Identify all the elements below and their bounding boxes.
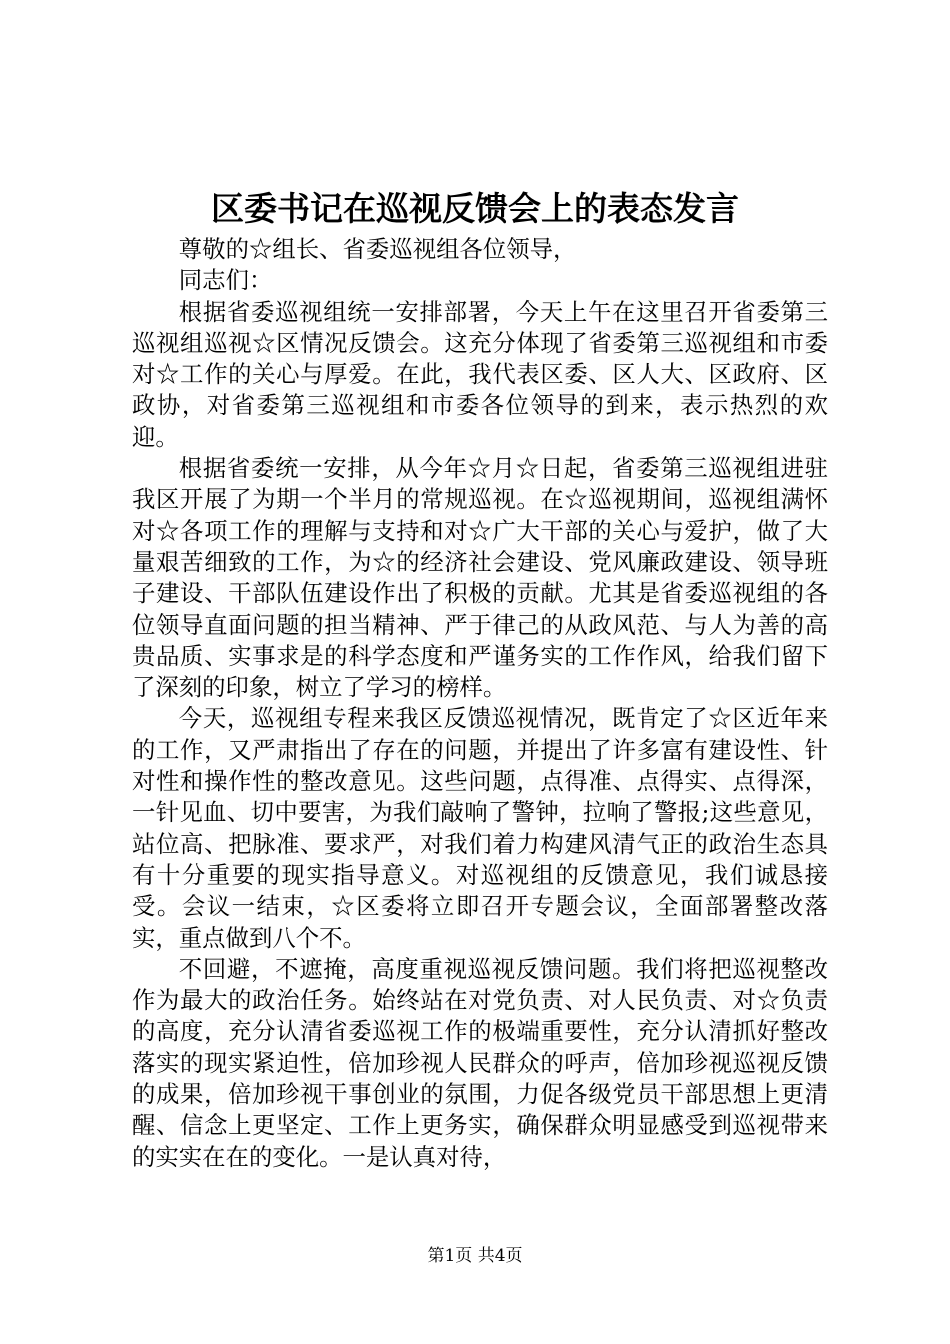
body-paragraph: 今天，巡视组专程来我区反馈巡视情况，既肯定了☆区近年来的工作，又严肃指出了存在的问题，并提出了许多富有建设性、针对性和操作性的整改意见。这些问题，点得准、点得实、点得深，一针见血、切中要害，为我们敲响了警钟，拉响了警报;这些意见，站位高、把脉准、要求严，对我们着力构建风清气正的政治生态具有十分重要的现实指导意义。对巡视组的反馈意见，我们诚恳接受。会议一结束，☆区委将立即召开专题会议，全面部署整改落实，重点做到八个不。 [132,704,828,952]
document-title: 区委书记在巡视反馈会上的表态发言 [211,189,739,228]
page-footer: 第1页 共4页 [427,1246,523,1266]
body-paragraph: 根据省委统一安排，从今年☆月☆日起，省委第三巡视组进驻我区开展了为期一个半月的常规巡视。在☆巡视期间，巡视组满怀对☆各项工作的理解与支持和对☆广大干部的关心与爱护，做了大量艰苦细致的工作，为☆的经济社会建设、党风廉政建设、领导班子建设、干部队伍建设作出了积极的贡献。尤其是省委巡视组的各位领导直面问题的担当精神、严于律己的从政风范、与人为善的高贵品质、实事求是的科学态度和严谨务实的工作作风，给我们留下了深刻的印象，树立了学习的榜样。 [132,454,828,702]
body-paragraph: 不回避，不遮掩，高度重视巡视反馈问题。我们将把巡视整改作为最大的政治任务。始终站在对党负责、对人民负责、对☆负责的高度，充分认清省委巡视工作的极端重要性，充分认清抓好整改落实的现实紧迫性，倍加珍视人民群众的呼声，倍加珍视巡视反馈的成果，倍加珍视干事创业的氛围，力促各级党员干部思想上更清醒、信念上更坚定、工作上更务实，确保群众明显感受到巡视带来的实实在在的变化。一是认真对待， [132,954,828,1171]
body-paragraph: 根据省委巡视组统一安排部署，今天上午在这里召开省委第三巡视组巡视☆区情况反馈会。这充分体现了省委第三巡视组和市委对☆工作的关心与厚爱。在此，我代表区委、区人大、区政府、区政协，对省委第三巡视组和市委各位领导的到来，表示热烈的欢迎。 [132,297,828,451]
salutation-line: 尊敬的☆组长、省委巡视组各位领导， [178,235,577,263]
salutation-line: 同志们： [178,266,273,295]
document-body [132,234,828,1173]
